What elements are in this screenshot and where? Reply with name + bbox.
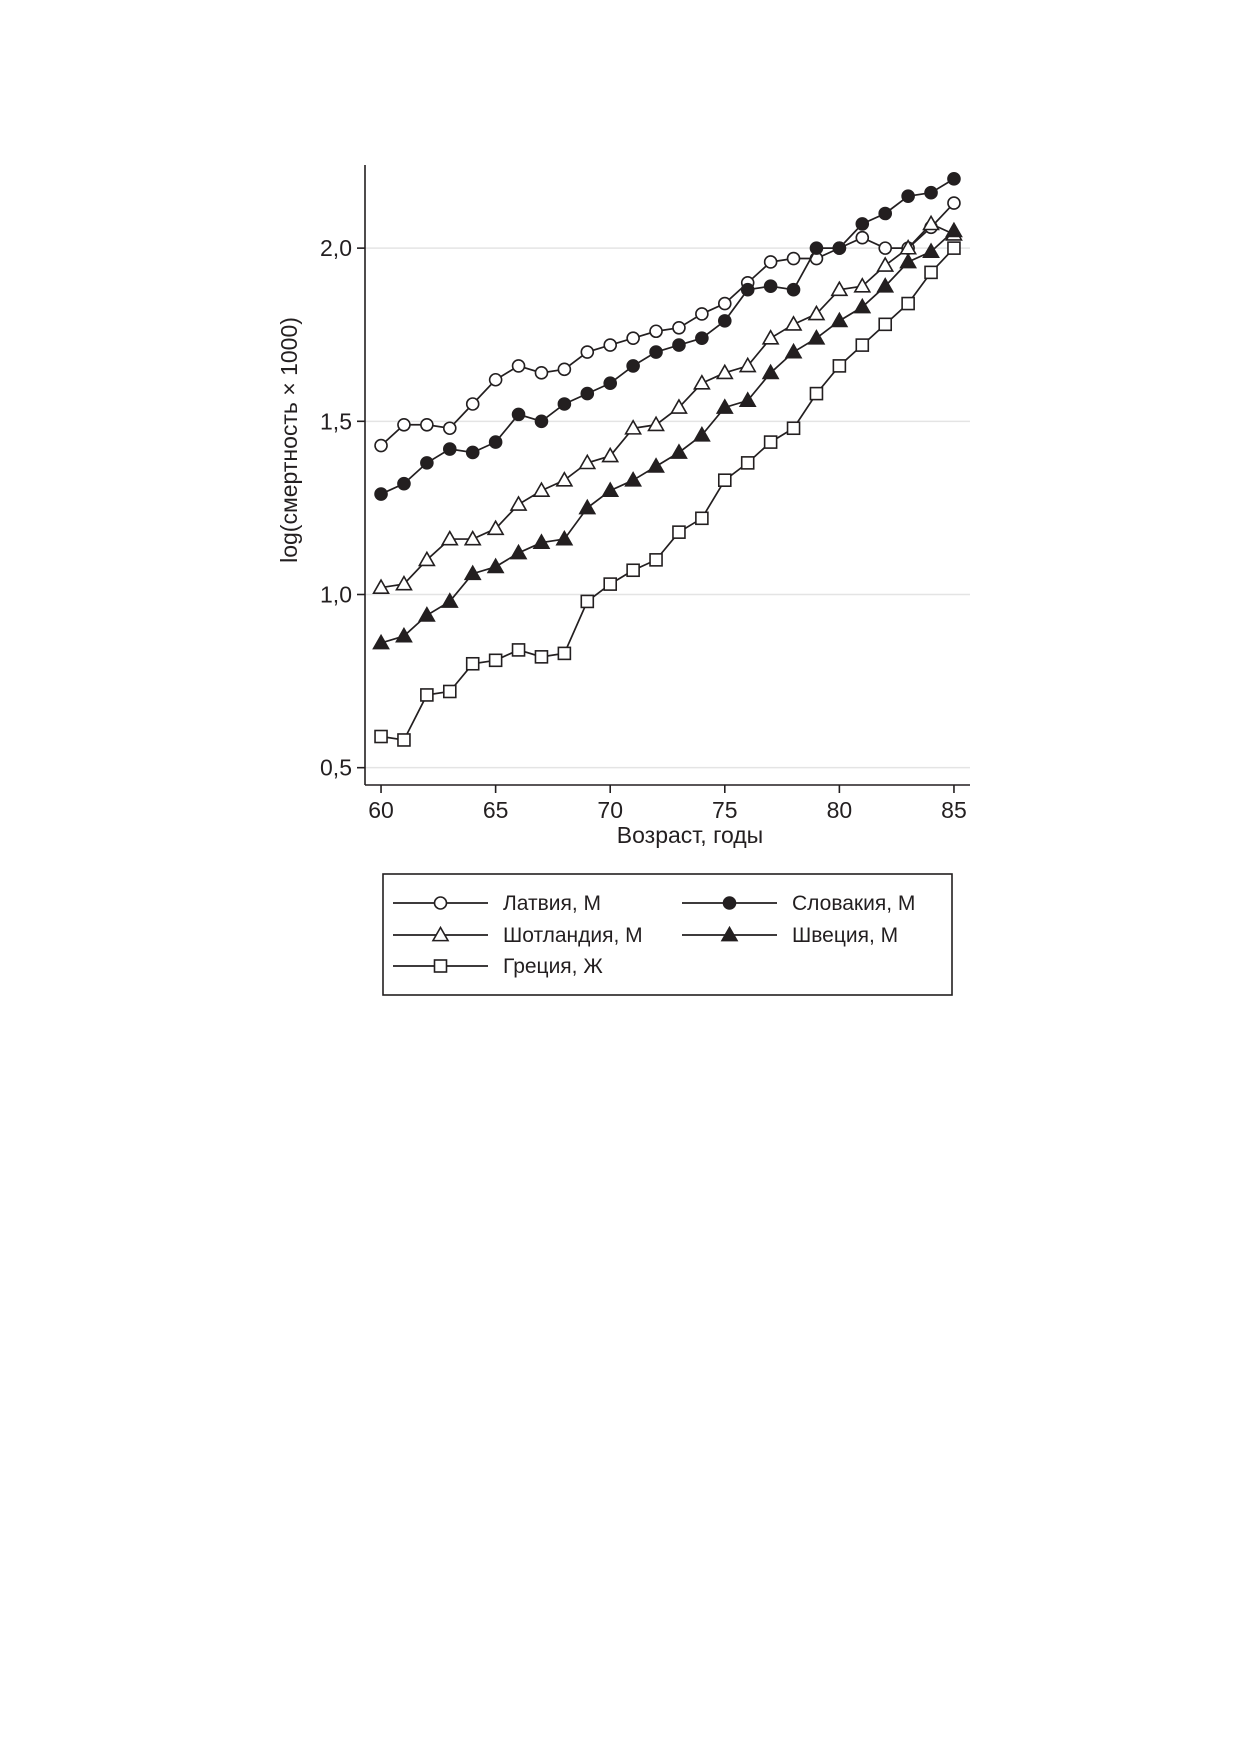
data-point (535, 415, 547, 427)
data-point (833, 360, 845, 372)
data-point (948, 242, 960, 254)
x-tick-label: 65 (482, 797, 509, 823)
data-point (856, 232, 868, 244)
series-square-open (375, 242, 960, 746)
data-point (948, 197, 960, 209)
data-point (946, 223, 961, 236)
data-point (375, 440, 387, 452)
legend-marker (435, 960, 447, 972)
data-point (490, 436, 502, 448)
data-point (444, 685, 456, 697)
data-point (673, 526, 685, 538)
data-point (580, 500, 595, 513)
data-point (558, 363, 570, 375)
data-point (375, 488, 387, 500)
data-point (856, 339, 868, 351)
data-point (444, 422, 456, 434)
legend-label: Швеция, М (792, 924, 899, 947)
data-point (535, 367, 547, 379)
data-point (809, 331, 824, 344)
data-point (398, 478, 410, 490)
legend-label: Греция, Ж (503, 955, 603, 978)
series-layer (374, 173, 962, 746)
legend-marker (722, 928, 737, 941)
data-point (490, 654, 502, 666)
data-point (878, 258, 893, 271)
data-point (465, 532, 480, 545)
data-point (742, 457, 754, 469)
legend-marker (433, 928, 448, 941)
data-point (534, 483, 549, 496)
data-point (419, 608, 434, 621)
data-point (581, 388, 593, 400)
data-point (765, 436, 777, 448)
legend-label: Словакия, М (792, 892, 916, 915)
data-point (467, 446, 479, 458)
data-point (650, 554, 662, 566)
legend-item (393, 892, 601, 915)
data-point (650, 346, 662, 358)
series-triangle-filled (374, 223, 962, 648)
data-point (810, 242, 822, 254)
data-point (925, 266, 937, 278)
data-point (879, 318, 891, 330)
data-point (833, 242, 845, 254)
data-point (788, 284, 800, 296)
data-point (488, 559, 503, 572)
data-point (765, 280, 777, 292)
data-point (581, 346, 593, 358)
legend (383, 874, 952, 995)
data-point (535, 651, 547, 663)
data-point (421, 689, 433, 701)
series-circle-open (375, 197, 960, 451)
data-point (604, 339, 616, 351)
x-tick-label: 70 (597, 797, 624, 823)
data-point (467, 398, 479, 410)
legend-marker (724, 897, 736, 909)
data-point (511, 497, 526, 510)
x-axis-title: Возраст, годы (616, 822, 764, 848)
y-tick-label: 2,0 (320, 235, 352, 262)
data-point (421, 419, 433, 431)
data-point (581, 595, 593, 607)
data-point (696, 512, 708, 524)
data-point (786, 345, 801, 358)
data-point (902, 190, 914, 202)
data-point (513, 408, 525, 420)
series-triangle-open (374, 216, 962, 593)
data-point (604, 377, 616, 389)
data-point (626, 473, 641, 486)
data-point (604, 578, 616, 590)
data-point (421, 457, 433, 469)
legend-item (393, 924, 643, 947)
y-tick-label: 1,5 (320, 408, 352, 435)
legend-label: Латвия, М (503, 892, 602, 915)
data-point (719, 315, 731, 327)
data-point (467, 658, 479, 670)
data-point (511, 545, 526, 558)
data-point (398, 419, 410, 431)
data-point (603, 483, 618, 496)
legend-marker (435, 897, 447, 909)
data-point (719, 298, 731, 310)
data-point (650, 325, 662, 337)
data-point (694, 376, 709, 389)
x-tick-label: 85 (941, 797, 967, 823)
data-point (649, 459, 664, 472)
data-point (879, 207, 891, 219)
data-point (765, 256, 777, 268)
legend-item (393, 955, 603, 978)
data-point (696, 308, 708, 320)
data-point (742, 284, 754, 296)
data-point (696, 332, 708, 344)
data-point (444, 443, 456, 455)
data-point (557, 473, 572, 486)
data-point (832, 313, 847, 326)
x-tick-label: 60 (368, 797, 394, 823)
axes (320, 165, 970, 823)
data-point (557, 532, 572, 545)
data-point (649, 417, 664, 430)
data-point (925, 187, 937, 199)
legend-item (682, 924, 898, 947)
data-point (788, 422, 800, 434)
legend-label: Шотландия, М (503, 924, 643, 947)
data-point (856, 218, 868, 230)
data-point (627, 564, 639, 576)
data-point (627, 332, 639, 344)
data-point (513, 644, 525, 656)
data-point (558, 647, 570, 659)
x-tick-label: 75 (711, 797, 738, 823)
data-point (558, 398, 570, 410)
data-point (788, 253, 800, 265)
data-point (786, 317, 801, 330)
data-point (398, 734, 410, 746)
data-point (719, 474, 731, 486)
data-point (901, 254, 916, 267)
y-tick-label: 0,5 (320, 754, 352, 781)
data-point (879, 242, 891, 254)
data-point (442, 532, 457, 545)
data-point (627, 360, 639, 372)
data-point (763, 331, 778, 344)
y-tick-label: 1,0 (320, 581, 352, 608)
data-point (673, 322, 685, 334)
data-point (902, 298, 914, 310)
legend-item (682, 892, 915, 915)
data-point (810, 388, 822, 400)
data-point (513, 360, 525, 372)
data-point (671, 445, 686, 458)
x-tick-label: 80 (826, 797, 853, 823)
data-point (490, 374, 502, 386)
data-point (948, 173, 960, 185)
data-point (673, 339, 685, 351)
data-point (375, 731, 387, 743)
y-axis-title: log(смертность × 1000) (276, 317, 302, 563)
